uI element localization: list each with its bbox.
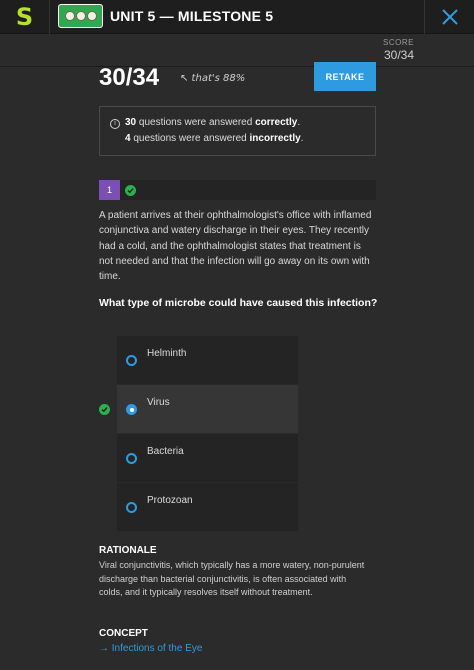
option-label: Protozoan [147, 495, 193, 506]
results-summary [99, 106, 376, 156]
logo[interactable] [0, 0, 50, 34]
option-helminth[interactable] [117, 336, 298, 384]
radio-icon [126, 502, 137, 513]
correct-check-icon [125, 185, 136, 196]
score-summary [383, 38, 414, 62]
option-label: Helminth [147, 348, 187, 359]
correct-text: questions were answered [136, 117, 256, 128]
period: . [297, 117, 301, 128]
radio-icon [126, 453, 137, 464]
germ-icon [76, 11, 86, 21]
score-label: SCORE [383, 38, 414, 47]
radio-icon [126, 355, 137, 366]
sophia-logo-icon: S [15, 3, 34, 31]
concept-link[interactable]: → Infections of the Eye [99, 643, 203, 654]
incorrect-row [110, 131, 365, 147]
option-protozoan[interactable] [117, 483, 298, 531]
rationale-text: Viral conjunctivitis, which typically has a more watery, non-purulent discharge than bacterial conjunctivitis, is often associated with colds, and it typically resolves itself without treatment. [99, 560, 365, 597]
close-button[interactable] [424, 0, 474, 34]
concept-heading: CONCEPT [99, 628, 148, 639]
incorrect-count: 4 [125, 133, 131, 144]
correct-count: 30 [125, 117, 137, 128]
option-bacteria[interactable] [117, 434, 298, 482]
correct-row [110, 115, 365, 131]
unit-badge-icon [58, 4, 103, 28]
info-icon: i [110, 119, 120, 129]
question-text: A patient arrives at their ophthalmologist's office with inflamed conjunctiva and watery discharge in their eyes. They recently had a cold, and the ophthalmologist states that treatment is not needed and that the infection will go away on its own with time. [99, 210, 372, 283]
rationale-heading: RATIONALE [99, 545, 157, 556]
close-icon [441, 8, 459, 26]
score-value: 30/34 [383, 48, 414, 62]
percent-note: ↖ that's 88% [180, 73, 246, 84]
question-number-badge: 1 [99, 180, 120, 200]
incorrect-text: questions were answered [130, 133, 250, 144]
page-title: UNIT 5 — MILESTONE 5 [110, 8, 274, 24]
incorrect-word: incorrectly [249, 133, 301, 144]
germ-icon [87, 11, 97, 21]
option-label: Virus [147, 397, 170, 408]
top-bar [0, 0, 474, 34]
correct-answer-check-icon [99, 404, 110, 415]
germ-icon [65, 11, 75, 21]
retake-button[interactable]: RETAKE [314, 62, 376, 91]
option-label: Bacteria [147, 446, 184, 457]
correct-word: correctly [255, 117, 298, 128]
question-header [99, 180, 376, 200]
radio-selected-icon [126, 404, 137, 415]
option-virus[interactable] [117, 385, 298, 433]
divider [0, 66, 474, 67]
big-score: 30/34 [99, 64, 160, 91]
question-prompt: What type of microbe could have caused this infection? [99, 297, 378, 309]
period: . [300, 133, 304, 144]
